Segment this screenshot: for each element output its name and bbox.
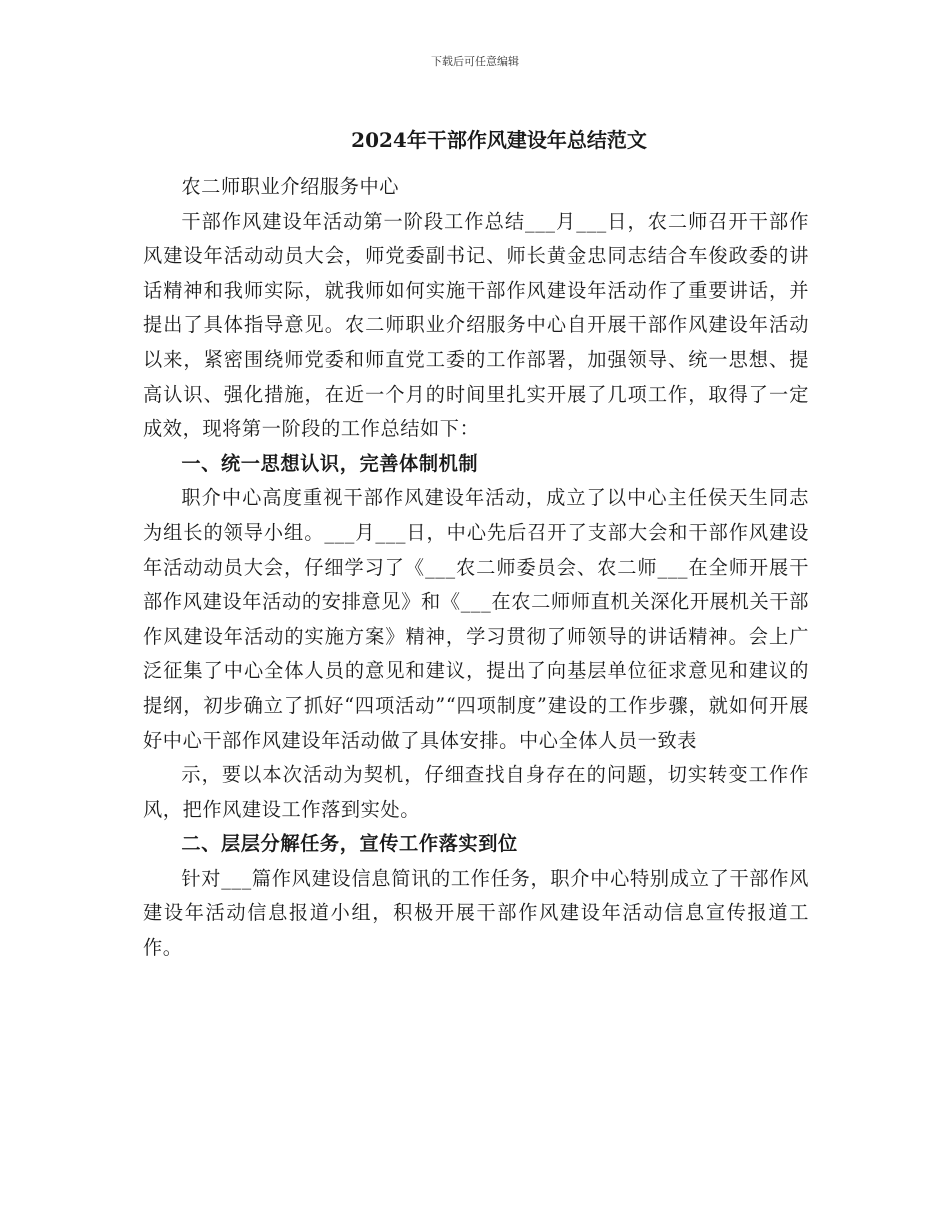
- paragraph-section-1: 职介中心高度重视干部作风建设年活动，成立了以中心主任侯天生同志为组长的领导小组。___月___日，中心先后召开了支部大会和干部作风建设年活动动员大会，仔细学习了《___农二师委员会、农二师___在全师开展干部作风建设年活动的安排意见》和《___在农二师师直机关深化开展机关干部作风建设年活动的实施方案》精神，学习贯彻了师领导的讲话精神。会上广泛征集了中心全体人员的意见和建议，提出了向基层单位征求意见和建议的提纲，初步确立了抓好“四项活动”“四项制度”建设的工作步骤，就如何开展好中心干部作风建设年活动做了具体安排。中心全体人员一致表: [143, 486, 809, 752]
- document-title: 2024年干部作风建设年总结范文: [351, 128, 647, 152]
- document-body: [143, 170, 809, 966]
- paragraph-section-1-cont: 示，要以本次活动为契机，仔细查找自身存在的问题，切实转变工作作风，把作风建设工作落到实处。: [143, 763, 809, 821]
- header-note: 下载后可任意编辑: [431, 55, 519, 68]
- section-heading-1: 一、统一思想认识，完善体制机制: [181, 451, 479, 475]
- section-heading-2: 二、层层分解任务，宣传工作落实到位: [181, 832, 518, 856]
- org-line: 农二师职业介绍服务中心: [181, 175, 400, 198]
- paragraph-section-2: 针对___篇作风建设信息简讯的工作任务，职介中心特别成立了干部作风建设年活动信息报道小组，积极开展干部作风建设年活动信息宣传报道工作。: [143, 866, 809, 960]
- paragraph-intro: 干部作风建设年活动第一阶段工作总结___月___日，农二师召开干部作风建设年活动动员大会，师党委副书记、师长黄金忠同志结合车俊政委的讲话精神和我师实际，就我师如何实施干部作风建设年活动作了重要讲话，并提出了具体指导意见。农二师职业介绍服务中心自开展干部作风建设年活动以来，紧密围绕师党委和师直党工委的工作部署，加强领导、统一思想、提高认识、强化措施，在近一个月的时间里扎实开展了几项工作，取得了一定成效，现将第一阶段的工作总结如下：: [143, 209, 809, 441]
